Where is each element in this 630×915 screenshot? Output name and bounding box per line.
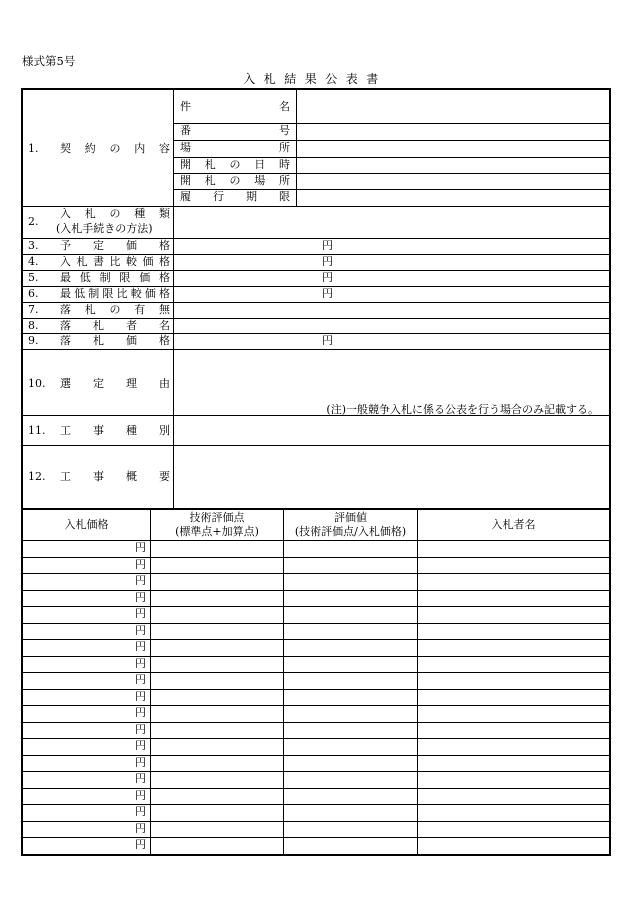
contract-content-label: 契 約 の 内 容	[60, 142, 170, 155]
bid-table-row	[23, 722, 609, 739]
price-row-value-cell[interactable]	[174, 334, 609, 349]
bid-price-yen: 円	[135, 722, 146, 736]
section-1-number: 1.	[28, 142, 39, 155]
evaluation-value-cell[interactable]	[284, 722, 417, 739]
bid-price-cell[interactable]	[23, 573, 150, 590]
bid-table-row	[23, 672, 609, 689]
technical-score-cell[interactable]	[151, 788, 283, 805]
evaluation-value-cell[interactable]	[284, 755, 417, 772]
selection-reason-label: 選 定 理 由	[60, 377, 170, 390]
technical-score-cell[interactable]	[151, 755, 283, 772]
evaluation-value-cell[interactable]	[284, 623, 417, 640]
bid-price-cell[interactable]	[23, 672, 150, 689]
bid-type-value-cell[interactable]	[174, 207, 609, 238]
evaluation-value-cell[interactable]	[284, 804, 417, 821]
section-2-number: 2.	[28, 215, 39, 228]
price-row-value-cell[interactable]	[174, 239, 609, 254]
price-row-value-cell[interactable]	[174, 303, 609, 318]
bid-price-cell[interactable]	[23, 804, 150, 821]
bidder-name-cell[interactable]	[418, 788, 609, 805]
bid-price-cell[interactable]	[23, 771, 150, 788]
price-row-label: 落 札 者 名	[60, 318, 170, 332]
opening-datetime-value-cell[interactable]	[297, 158, 609, 174]
price-row-value-cell[interactable]	[174, 255, 609, 270]
bid-price-yen: 円	[135, 788, 146, 802]
bid-price-yen: 円	[135, 689, 146, 703]
bidder-name-cell[interactable]	[418, 557, 609, 574]
contract-item-opening-place: 開 札 の 場 所	[180, 174, 290, 187]
bid-price-cell[interactable]	[23, 606, 150, 623]
bid-price-cell[interactable]	[23, 837, 150, 854]
bid-price-yen: 円	[135, 557, 146, 571]
technical-score-cell[interactable]	[151, 804, 283, 821]
section-12-number: 12.	[28, 470, 46, 483]
technical-score-cell[interactable]	[151, 705, 283, 722]
evaluation-value-cell[interactable]	[284, 837, 417, 854]
bid-price-yen: 円	[135, 574, 146, 588]
technical-score-cell[interactable]	[151, 722, 283, 739]
bid-price-yen: 円	[135, 656, 146, 670]
bid-price-cell[interactable]	[23, 821, 150, 838]
evaluation-value-cell[interactable]	[284, 540, 417, 557]
evaluation-value-cell[interactable]	[284, 689, 417, 706]
bidder-name-cell[interactable]	[418, 540, 609, 557]
bidder-name-cell[interactable]	[418, 804, 609, 821]
evaluation-value-cell[interactable]	[284, 788, 417, 805]
price-row-number: 7.	[28, 302, 39, 316]
technical-score-cell[interactable]	[151, 573, 283, 590]
price-row-label: 最 低 制 限 価 格	[60, 270, 170, 284]
section-10-number: 10.	[28, 377, 46, 390]
bidder-name-cell[interactable]	[418, 656, 609, 673]
bid-table-row	[23, 788, 609, 805]
price-row-value-cell[interactable]	[174, 287, 609, 302]
contract-item-subject: 件 名	[180, 100, 290, 113]
bid-price-yen: 円	[135, 755, 146, 769]
bid-price-cell[interactable]	[23, 557, 150, 574]
bid-price-cell[interactable]	[23, 656, 150, 673]
bid-table-row	[23, 590, 609, 607]
evaluation-value-cell[interactable]	[284, 738, 417, 755]
evaluation-value-cell[interactable]	[284, 656, 417, 673]
bidder-name-cell[interactable]	[418, 639, 609, 656]
bidder-name-cell[interactable]	[418, 623, 609, 640]
work-overview-label: 工 事 概 要	[60, 470, 170, 483]
selection-note: (注)一般競争入札に係る公表を行う場合のみ記載する。	[326, 403, 599, 416]
price-row-label: 落 札 の 有 無	[60, 302, 170, 316]
technical-score-cell[interactable]	[151, 639, 283, 656]
bidder-name-cell[interactable]	[418, 738, 609, 755]
evaluation-value-cell[interactable]	[284, 639, 417, 656]
subject-value-cell[interactable]	[297, 90, 609, 123]
bid-table-row	[23, 837, 609, 854]
bid-table-row	[23, 821, 609, 838]
contract-item-place: 場 所	[180, 141, 290, 154]
bid-price-yen: 円	[135, 772, 146, 786]
bid-price-yen: 円	[135, 805, 146, 819]
bid-table-row	[23, 804, 609, 821]
bid-price-yen: 円	[135, 673, 146, 687]
bid-table-header-technical-score: 技術評価点 (標準点+加算点)	[175, 511, 259, 538]
bid-price-yen: 円	[135, 838, 146, 852]
price-row-yen: 円	[322, 239, 333, 252]
evaluation-value-cell[interactable]	[284, 771, 417, 788]
bid-table-row	[23, 639, 609, 656]
bid-price-yen: 円	[135, 821, 146, 835]
bid-table-row	[23, 573, 609, 590]
form-number: 様式第5号	[22, 54, 76, 68]
bid-table-header-evaluation-value: 評価値 (技術評価点/入札価格)	[294, 511, 407, 538]
price-row-label: 入 札 書 比 較 価 格	[60, 254, 170, 268]
bid-price-cell[interactable]	[23, 623, 150, 640]
technical-score-cell[interactable]	[151, 656, 283, 673]
bidder-name-cell[interactable]	[418, 573, 609, 590]
bid-price-cell[interactable]	[23, 738, 150, 755]
bidder-name-cell[interactable]	[418, 590, 609, 607]
bid-type-label: 入 札 の 種 類	[60, 207, 170, 220]
bid-price-cell[interactable]	[23, 689, 150, 706]
bid-price-cell[interactable]	[23, 705, 150, 722]
evaluation-value-cell[interactable]	[284, 672, 417, 689]
price-row-value-cell[interactable]	[174, 271, 609, 286]
work-type-value-cell[interactable]	[174, 416, 609, 445]
bid-table-row	[23, 606, 609, 623]
price-row-yen: 円	[322, 334, 333, 348]
evaluation-value-cell[interactable]	[284, 557, 417, 574]
bid-type-sub-label: (入札手続きの方法)	[56, 222, 153, 235]
technical-score-cell[interactable]	[151, 837, 283, 854]
evaluation-value-cell[interactable]	[284, 821, 417, 838]
price-row-number: 3.	[28, 239, 39, 252]
bidder-name-cell[interactable]	[418, 689, 609, 706]
bid-table-header-bidder-name: 入札者名	[491, 518, 536, 531]
bidder-name-cell[interactable]	[418, 821, 609, 838]
place-value-cell[interactable]	[297, 141, 609, 157]
bid-price-cell[interactable]	[23, 540, 150, 557]
bid-price-yen: 円	[135, 541, 146, 554]
contract-item-opening-datetime: 開 札 の 日 時	[180, 158, 290, 171]
bid-price-yen: 円	[135, 739, 146, 753]
price-row-label: 最 低 制 限 比 較 価 格	[60, 286, 170, 300]
bid-result-form	[21, 88, 611, 856]
number-value-cell[interactable]	[297, 124, 609, 140]
bidder-name-cell[interactable]	[418, 606, 609, 623]
evaluation-value-cell[interactable]	[284, 590, 417, 607]
bidder-name-cell[interactable]	[418, 755, 609, 772]
price-row-label: 予 定 価 格	[60, 239, 170, 252]
price-row-label: 落 札 価 格	[60, 334, 170, 348]
bid-table-row	[23, 557, 609, 574]
contract-item-deadline: 履 行 期 限	[180, 190, 290, 203]
price-row-number: 8.	[28, 318, 39, 332]
bid-price-yen: 円	[135, 590, 146, 604]
bid-table-row	[23, 623, 609, 640]
bid-table-row	[23, 771, 609, 788]
bid-table-row	[23, 689, 609, 706]
price-row-yen: 円	[322, 270, 333, 284]
section-11-number: 11.	[28, 424, 46, 437]
bid-price-cell[interactable]	[23, 722, 150, 739]
deadline-value-cell[interactable]	[297, 190, 609, 206]
technical-score-cell[interactable]	[151, 821, 283, 838]
work-type-label: 工 事 種 別	[60, 424, 170, 437]
price-row-yen: 円	[322, 286, 333, 300]
technical-score-cell[interactable]	[151, 606, 283, 623]
bidder-name-cell[interactable]	[418, 722, 609, 739]
price-row-yen: 円	[322, 254, 333, 268]
bid-table-row	[23, 540, 609, 557]
bid-price-cell[interactable]	[23, 755, 150, 772]
bid-price-cell[interactable]	[23, 788, 150, 805]
price-row-number: 9.	[28, 334, 39, 348]
contract-item-number: 番 号	[180, 124, 290, 137]
price-row-number: 5.	[28, 270, 39, 284]
bid-price-cell[interactable]	[23, 590, 150, 607]
bid-price-yen: 円	[135, 706, 146, 720]
price-row-value-cell[interactable]	[174, 319, 609, 334]
bid-table-row	[23, 705, 609, 722]
document-title: 入札結果公表書	[243, 72, 387, 86]
technical-score-cell[interactable]	[151, 540, 283, 557]
bidder-name-cell[interactable]	[418, 837, 609, 854]
bidder-name-cell[interactable]	[418, 771, 609, 788]
price-row-number: 4.	[28, 254, 39, 268]
evaluation-value-cell[interactable]	[284, 705, 417, 722]
technical-score-cell[interactable]	[151, 689, 283, 706]
technical-score-cell[interactable]	[151, 672, 283, 689]
bid-table-row	[23, 656, 609, 673]
evaluation-value-cell[interactable]	[284, 606, 417, 623]
technical-score-cell[interactable]	[151, 557, 283, 574]
bidder-name-cell[interactable]	[418, 705, 609, 722]
bid-price-yen: 円	[135, 640, 146, 654]
technical-score-cell[interactable]	[151, 771, 283, 788]
technical-score-cell[interactable]	[151, 623, 283, 640]
technical-score-cell[interactable]	[151, 590, 283, 607]
opening-place-value-cell[interactable]	[297, 174, 609, 190]
bid-table-row	[23, 738, 609, 755]
bid-price-yen: 円	[135, 623, 146, 637]
evaluation-value-cell[interactable]	[284, 573, 417, 590]
work-overview-value-cell[interactable]	[174, 446, 609, 508]
bidder-name-cell[interactable]	[418, 672, 609, 689]
technical-score-cell[interactable]	[151, 738, 283, 755]
bid-table-row	[23, 755, 609, 772]
bid-table-header-price: 入札価格	[64, 518, 109, 531]
price-row-number: 6.	[28, 286, 39, 300]
bid-price-yen: 円	[135, 607, 146, 621]
bid-price-cell[interactable]	[23, 639, 150, 656]
